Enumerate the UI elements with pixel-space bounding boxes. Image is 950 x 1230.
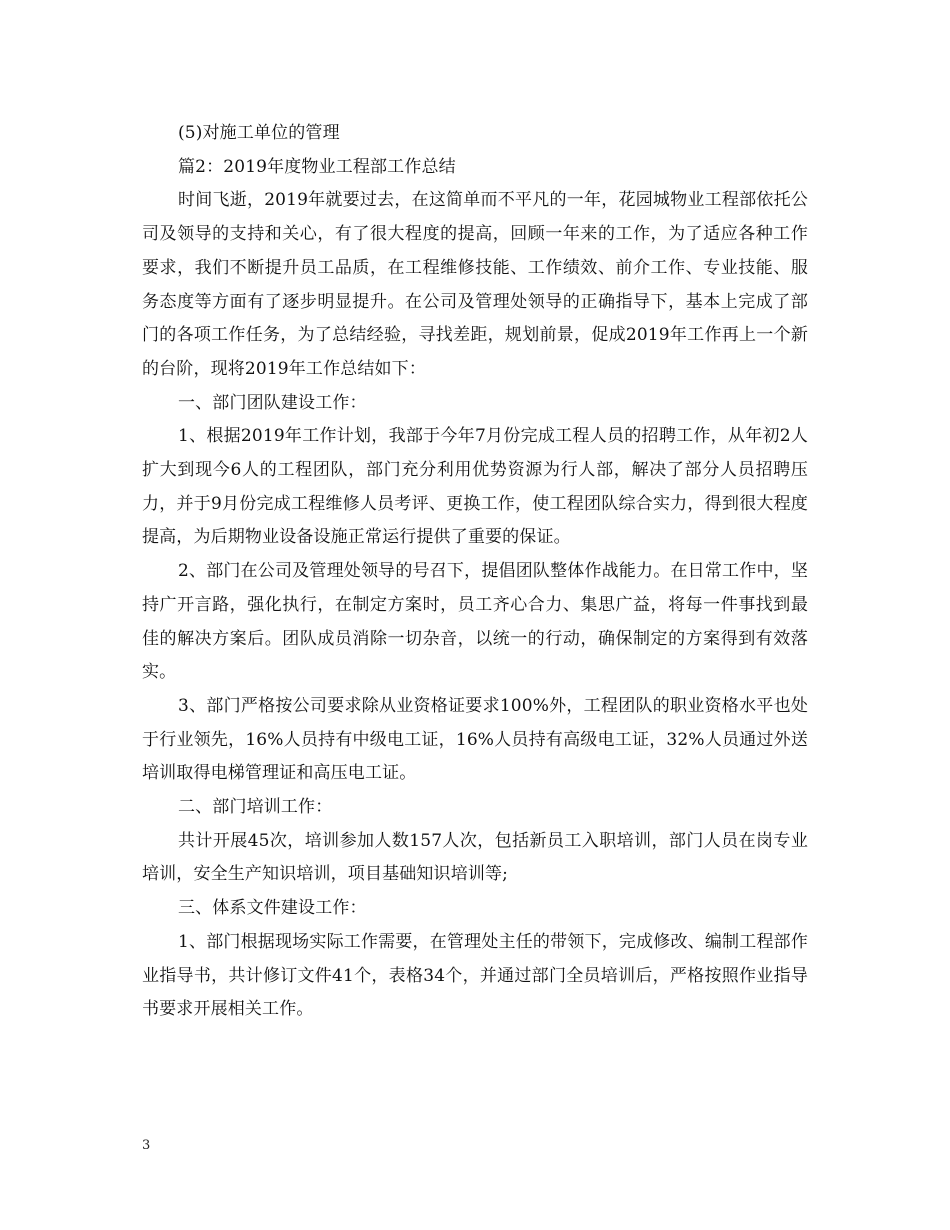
paragraph-team-building-1: 1、根据2019年工作计划，我部于今年7月份完成工程人员的招聘工作，从年初2人扩大到现今6人的工程团队，部门充分利用优势资源为行人部，解决了部分人员招聘压力，并于9月份完成工程维修人员考评、更换工作，使工程团队综合实力，得到很大程度提高，为后期物业设备设施正常运行提供了重要的保证。 — [142, 426, 808, 548]
document-body — [142, 117, 808, 1027]
paragraph-system-documents-1: 1、部门根据现场实际工作需要，在管理处主任的带领下，完成修改、编制工程部作业指导书，共计修订文件41个，表格34个，并通过部门全员培训后，严格按照作业指导书要求开展相关工作。 — [142, 931, 808, 1020]
paragraph-construction-unit-management: (5)对施工单位的管理 — [178, 123, 340, 143]
page-number: 3 — [142, 1138, 151, 1153]
paragraph-training: 共计开展45次，培训参加人数157人次，包括新员工入职培训，部门人员在岗专业培训，安全生产知识培训，项目基础知识培训等; — [142, 830, 808, 885]
paragraph-introduction: 时间飞逝，2019年就要过去，在这简单而不平凡的一年，花园城物业工程部依托公司及领导的支持和关心，有了很大程度的提高，回顾一年来的工作，为了适应各种工作要求，我们不断提升员工品质，在工程维修技能、工作绩效、前介工作、专业技能、服务态度等方面有了逐步明显提升。在公司及管理处领导的正确指导下，基本上完成了部门的各项工作任务，为了总结经验，寻找差距，规划前景，促成2019年工作再上一个新的台阶，现将2019年工作总结如下： — [142, 190, 808, 379]
heading-system-documents: 三、体系文件建设工作： — [178, 898, 367, 919]
heading-training: 二、部门培训工作： — [178, 797, 333, 818]
paragraph-team-building-2: 2、部门在公司及管理处领导的号召下，提倡团队整体作战能力。在日常工作中，坚持广开言路，强化执行，在制定方案时，员工齐心合力、集思广益，将每一件事找到最佳的解决方案后。团队成员消除一切杂音，以统一的行动，确保制定的方案得到有效落实。 — [142, 561, 808, 683]
paragraph-section-title: 篇2：2019年度物业工程部工作总结 — [178, 156, 456, 177]
paragraph-team-building-3: 3、部门严格按公司要求除从业资格证要求100%外，工程团队的职业资格水平也处于行业领先，16%人员持有中级电工证，16%人员持有高级电工证，32%人员通过外送培训取得电梯管理证和高压电工证。 — [142, 695, 808, 784]
heading-team-building: 一、部门团队建设工作： — [178, 392, 367, 413]
